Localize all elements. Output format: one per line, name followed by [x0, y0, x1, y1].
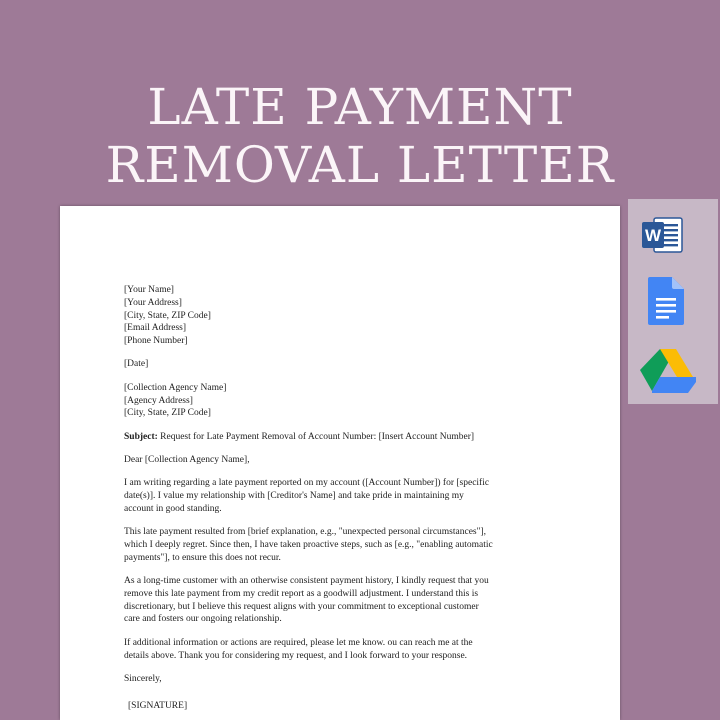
sender-line: [Phone Number] [124, 336, 188, 347]
word-icon[interactable] [640, 215, 684, 255]
closing-text: Sincerely, [124, 673, 162, 684]
paragraph-4 [124, 637, 544, 663]
sender-line: [City, State, ZIP Code] [124, 310, 211, 321]
recipient-line: [City, State, ZIP Code] [124, 408, 211, 419]
signature: [SIGNATURE] [128, 700, 188, 711]
greeting [124, 454, 544, 467]
paragraph-line: I am writing regarding a late payment reported on my account ([Account Number]) for [specific [124, 478, 490, 489]
paragraph-line: This late payment resulted from [brief explanation, e.g., "unexpected personal circumstances"], [124, 527, 487, 538]
google-drive-icon[interactable] [640, 347, 696, 395]
paragraph-line: account in good standing. [124, 503, 222, 514]
date-text: [Date] [124, 359, 149, 370]
letter-body [124, 284, 544, 712]
sender-line: [Your Name] [124, 285, 174, 295]
paragraph-2 [124, 526, 544, 564]
date-line [124, 358, 544, 371]
paragraph-3 [124, 575, 544, 626]
paragraph-line: discretionary, but I believe this request aligns with your commitment to exceptional customer [124, 601, 479, 612]
sender-line: [Your Address] [124, 297, 182, 308]
subject-line [124, 431, 544, 444]
subject-text: Request for Late Payment Removal of Account Number: [Insert Account Number] [157, 431, 475, 442]
recipient-line: [Agency Address] [124, 395, 193, 406]
recipient-block [124, 382, 544, 420]
paragraph-line: As a long-time customer with an otherwise consistent payment history, I kindly request that you [124, 576, 489, 587]
paragraph-line: date(s)]. I value my relationship with [Creditor's Name] and take pride in maintaining my [124, 491, 464, 502]
google-docs-icon[interactable] [648, 277, 684, 325]
closing [124, 673, 544, 686]
paragraph-line: remove this late payment from my credit report as a goodwill adjustment. I understand this is [124, 588, 479, 599]
letter-sheet [60, 206, 620, 720]
subject-label: Subject: [124, 431, 158, 442]
sender-block [124, 284, 544, 348]
sender-line: [Email Address] [124, 323, 187, 334]
page-title-line-2: REMOVAL LETTER [105, 136, 615, 194]
word-icon-letter: W [644, 226, 662, 245]
paragraph-line: payments"], to ensure this does not recur. [124, 552, 281, 563]
page-title-line-1: LATE PAYMENT [147, 78, 573, 136]
recipient-line: [Collection Agency Name] [124, 382, 227, 393]
paragraph-line: If additional information or actions are required, please let me know. ou can reach me at the [124, 637, 473, 648]
greeting-text: Dear [Collection Agency Name], [124, 454, 250, 465]
paragraph-1 [124, 477, 544, 515]
app-icons-panel [628, 199, 718, 404]
paragraph-line: care and fosters our ongoing relationship. [124, 614, 282, 625]
paragraph-line: which I deeply regret. Since then, I have taken proactive steps, such as [e.g., "enabling automatic [124, 539, 493, 550]
paragraph-line: details above. Thank you for considering my request, and I look forward to your response. [124, 650, 468, 661]
